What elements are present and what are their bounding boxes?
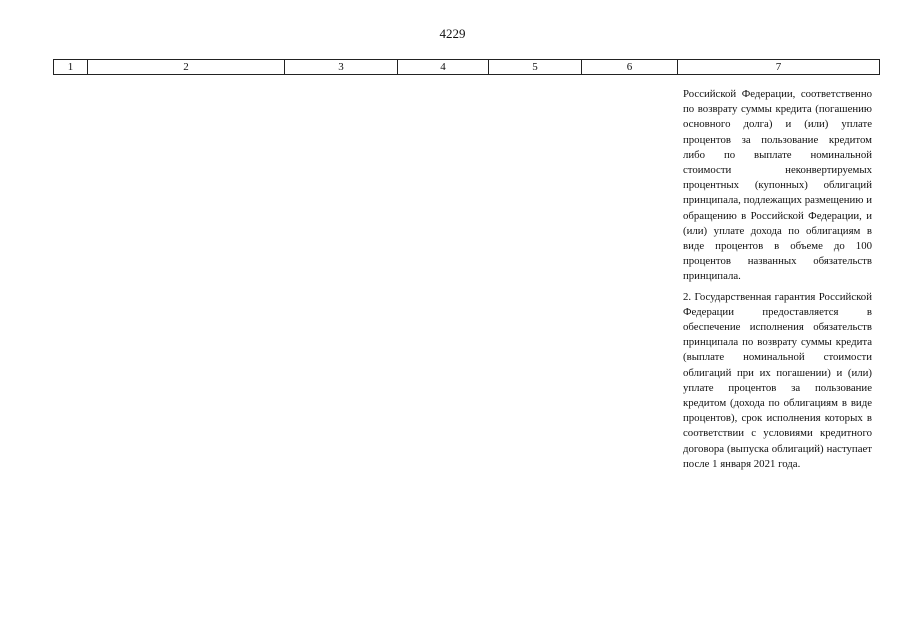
column-header-4: 4 <box>398 60 489 75</box>
column-header-3: 3 <box>285 60 398 75</box>
paragraph-continuation: Российской Федерации, соответственно по возврату суммы кредита (погашению основного долга) и (или) уплате процентов за пользование кредитом либо по выплате номинальной стоимости неконвертируемых процентных (купонных) облигаций принципала, подлежащих размещению и обращению в Российской Федерации, и (или) уплате дохода по облигациям в виде процентов в объеме до 100 процентов названных обязательств принципала. <box>683 88 872 283</box>
column-header-1: 1 <box>54 60 88 75</box>
column-7-text <box>683 87 872 472</box>
column-header-6: 6 <box>582 60 678 75</box>
page-number: 4229 <box>439 26 466 41</box>
column-header-7: 7 <box>678 60 880 75</box>
column-header-2: 2 <box>88 60 285 75</box>
header-row <box>54 60 880 75</box>
column-header-5: 5 <box>489 60 582 75</box>
paragraph-item-2: 2. Государственная гарантия Российской Федерации предоставляется в обеспечение исполнения обязательств принципала по возврату суммы кредита (выплате номинальной стоимости облигаций при их погашении) и (или) уплате процентов за пользование кредитом (дохода по облигациям в виде процентов), срок исполнения которых в соответствии с условиями кредитного договора (выпуска облигаций) наступает после 1 января 2021 года. <box>683 290 872 470</box>
column-number-header-table <box>53 59 880 75</box>
